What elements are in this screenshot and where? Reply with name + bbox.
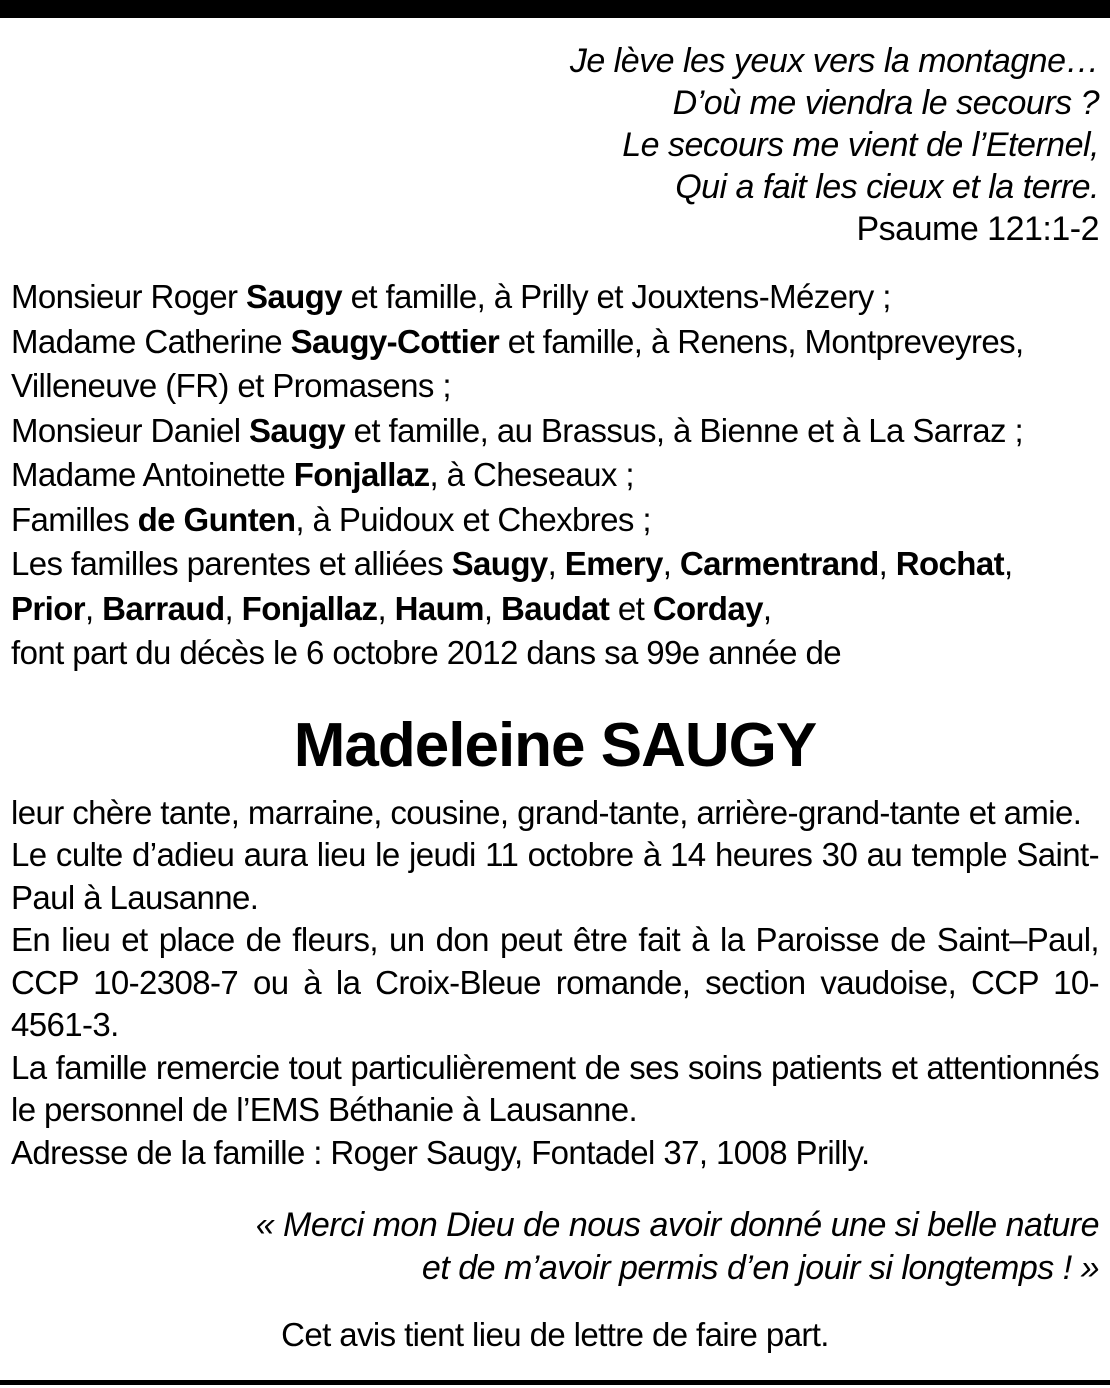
funeral-service-paragraph: Le culte d’adieu aura lieu le jeudi 11 octobre à 14 heures 30 au temple Saint-Paul à Lausanne. <box>11 836 1099 916</box>
family-name: Haum <box>394 589 484 627</box>
family-text: , <box>1004 545 1013 582</box>
family-text: Familles <box>11 500 138 538</box>
family-text: et famille, à Renens, Montpreveyres, <box>499 322 1024 360</box>
top-border-rule <box>0 0 1110 18</box>
family-address-paragraph: Adresse de la famille : Roger Saugy, Fontadel 37, 1008 Prilly. <box>11 1133 870 1171</box>
family-text: Madame Antoinette <box>11 456 294 493</box>
family-line <box>11 275 1099 320</box>
family-text: Villeneuve (FR) et Promasens ; <box>11 367 451 404</box>
family-line <box>11 587 1099 632</box>
family-name: Saugy-Cottier <box>290 322 500 360</box>
closing-quote-line: « Merci mon Dieu de nous avoir donné une si belle nature <box>255 1206 1099 1244</box>
relationship-paragraph: leur chère tante, marraine, cousine, grand-tante, arrière-grand-tante et amie. <box>11 793 1082 831</box>
notice-statement: Cet avis tient lieu de lettre de faire part. <box>281 1316 829 1353</box>
family-name: Barraud <box>102 589 225 627</box>
psalm-line: Je lève les yeux vers la montagne… <box>569 42 1099 80</box>
family-text: Monsieur Daniel <box>11 411 250 449</box>
family-text: , <box>662 545 680 582</box>
family-name: Corday <box>652 589 763 627</box>
family-name: Carmentrand <box>679 545 879 582</box>
psalm-line: Qui a fait les cieux et la terre. <box>675 168 1099 206</box>
family-name: Rochat <box>895 545 1005 582</box>
bottom-border-rule <box>0 1380 1110 1385</box>
thanks-paragraph: La famille remercie tout particulièrement de ses soins patients et attentionnés le personnel de l’EMS Béthanie à Lausanne. <box>11 1048 1099 1128</box>
notice-body <box>11 792 1099 1175</box>
family-text: et famille, au Brassus, à Bienne et à La Sarraz ; <box>345 411 1024 449</box>
family-name: Saugy <box>249 411 346 449</box>
family-text: , <box>878 545 896 582</box>
family-text: , à Puidoux et Chexbres ; <box>295 500 651 538</box>
family-announcement <box>11 275 1099 676</box>
family-name: Emery <box>564 545 663 582</box>
psalm-line: Le secours me vient de l’Eternel, <box>622 126 1099 164</box>
family-line <box>11 364 1099 409</box>
family-text: , à Cheseaux ; <box>429 456 634 493</box>
family-name: Saugy <box>451 545 548 582</box>
family-text: , <box>483 589 502 627</box>
family-name: de Gunten <box>137 500 296 538</box>
family-text: Madame Catherine <box>11 322 291 360</box>
family-name: Saugy <box>245 278 342 315</box>
family-line <box>11 542 1099 587</box>
family-text: et <box>609 589 653 627</box>
family-text: , <box>224 589 242 627</box>
donation-paragraph: En lieu et place de fleurs, un don peut être fait à la Paroisse de Saint–Paul, CCP 10-2308-7 ou à la Croix-Bleue romande, section vaudoise, CCP 10-4561-3. <box>11 921 1099 1043</box>
family-name: Fonjallaz <box>241 589 378 627</box>
family-name: Baudat <box>501 589 610 627</box>
family-line <box>11 453 1099 498</box>
closing-quote-line: et de m’avoir permis d’en jouir si longtemps ! » <box>421 1249 1099 1287</box>
family-text: Les familles parentes et alliées <box>11 545 452 582</box>
family-text: , <box>85 589 103 627</box>
psalm-quote <box>11 40 1099 250</box>
family-line <box>11 631 1099 676</box>
family-text: , <box>547 545 565 582</box>
family-text: Monsieur Roger <box>11 278 246 315</box>
family-line <box>11 498 1099 543</box>
family-text: font part du décès le 6 octobre 2012 dans sa 99e année de <box>11 634 841 671</box>
psalm-reference: Psaume 121:1-2 <box>856 210 1099 248</box>
family-text: , <box>377 589 395 627</box>
deceased-name: Madeleine SAUGY <box>293 710 817 780</box>
family-text: et famille, à Prilly et Jouxtens-Mézery ; <box>342 278 891 315</box>
family-name: Prior <box>11 589 86 627</box>
psalm-line: D’où me viendra le secours ? <box>672 84 1099 122</box>
closing-quote <box>11 1204 1099 1290</box>
obituary-notice <box>11 40 1099 1356</box>
family-text: , <box>762 589 772 627</box>
family-name: Fonjallaz <box>293 456 430 493</box>
family-line <box>11 320 1099 365</box>
family-line <box>11 409 1099 454</box>
